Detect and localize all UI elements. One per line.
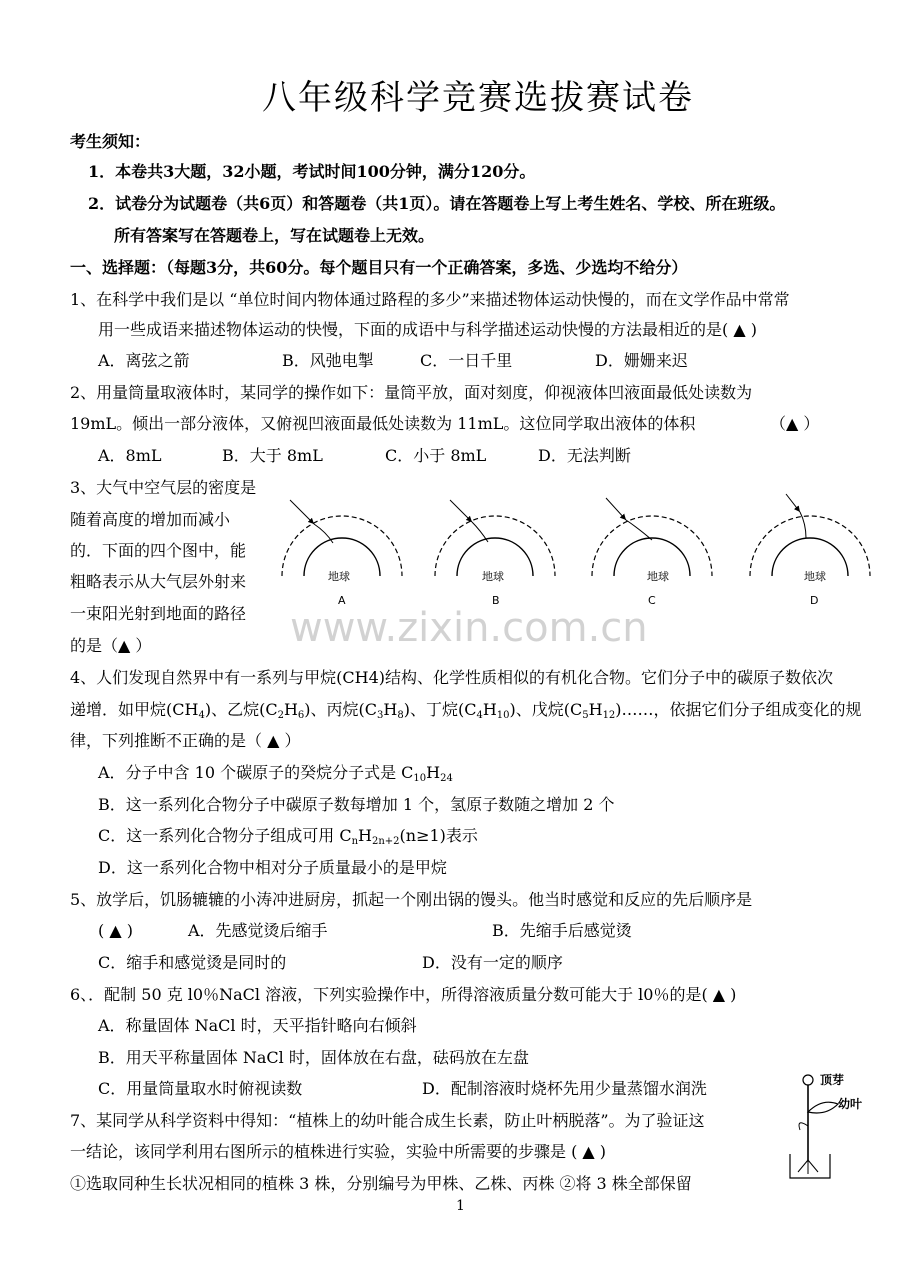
q4-option-a: A．分子中含 10 个碳原子的癸烷分子式是 $C_{10}H_{24}$	[98, 763, 453, 784]
q3-line-2: 随着高度的增加而减小	[70, 510, 231, 529]
plant-label-young-leaf: 幼叶	[838, 1097, 863, 1111]
q1-line-2: 用一些成语来描述物体运动的快慢，下面的成语中与科学描述运动快慢的方法最相近的是( ▲ )	[98, 320, 757, 339]
q3-figure-a	[282, 500, 402, 607]
q5-option-b: B．先缩手后感觉烫	[492, 921, 632, 940]
q7-line-3: ①选取同种生长状况相同的植株 3 株，分别编号为甲株、乙株、丙株 ②将 3 株全部保留	[70, 1174, 692, 1193]
q7-line-2: 一结论，该同学利用右图所示的植株进行实验，实验中所需要的步骤是 ( ▲ )	[70, 1142, 607, 1161]
q3-line-5: 一束阳光射到地面的路径	[70, 604, 247, 623]
notice-item-1: 1．本卷共3大题，32小题，考试时间100分钟，满分120分。	[88, 162, 536, 181]
q3-line-1: 3、大气中空气层的密度是	[70, 478, 257, 497]
fig-label-a: A	[338, 594, 346, 607]
earth-label-c: 地球	[647, 570, 669, 583]
notice-item-2: 2．试卷分为试题卷（共6页）和答题卷（共1页）。请在答题卷上写上考生姓名、学校、所在班级。	[88, 194, 786, 213]
q1-option-d: D．姗姗来迟	[595, 351, 688, 370]
q4-line-2: 递增．如甲烷$(CH_4)$、乙烷$(C_2H_6)$、丙烷$(C_3H_8)$、丁烷$(C_4H_{10})$、戊烷$(C_5H_{12})\dots\dots$，依据它们分子组成变化的规	[70, 700, 862, 721]
fig-label-d: D	[810, 594, 819, 607]
q4-option-c: C．这一系列化合物分子组成可用 $C_nH_{2n+2}(n\ge 1)$表示	[98, 826, 478, 847]
q2-line-2: 19mL。倾出一部分液体，又俯视凹液面最低处读数为 11mL。这位同学取出液体的体积	[70, 414, 696, 433]
q3-figure-b	[435, 500, 555, 607]
q1-option-b: B．风弛电掣	[282, 351, 374, 370]
plant-figure	[780, 1068, 880, 1186]
q6-option-b: B．用天平称量固体 NaCl 时，固体放在右盘，砝码放在左盘	[98, 1048, 529, 1067]
notice-heading: 考生须知：	[70, 132, 151, 151]
q2-option-c: C．小于 8mL	[385, 446, 487, 465]
q2-option-a: A．8mL	[98, 446, 162, 465]
q6-option-c: C．用量筒量取水时俯视读数	[98, 1079, 303, 1098]
q5-line-1: 5、放学后，饥肠辘辘的小涛冲进厨房，抓起一个刚出锅的馒头。他当时感觉和反应的先后顺序是	[70, 890, 753, 909]
q5-paren: ( ▲ )	[98, 921, 133, 940]
watermark: www.zixin.com.cn	[290, 605, 648, 651]
q3-line-3: 的．下面的四个图中，能	[70, 541, 247, 560]
q3-line-6: 的是（▲ ）	[70, 636, 152, 655]
q3-figure-d	[750, 494, 870, 607]
q5-option-c: C．缩手和感觉烫是同时的	[98, 953, 287, 972]
q2-option-d: D．无法判断	[538, 446, 631, 465]
q5-option-a: A．先感觉烫后缩手	[188, 921, 328, 940]
earth-label-d: 地球	[804, 570, 826, 583]
q4-line-3: 律，下列推断不正确的是（ ▲ ）	[70, 731, 301, 750]
page-number: 1	[456, 1198, 465, 1214]
q6-line-1: 6、．配制 50 克 l0％NaCl 溶液，下列实验操作中，所得溶液质量分数可能大于 l0％的是( ▲ )	[70, 985, 737, 1004]
fig-label-c: C	[648, 594, 656, 607]
notice-item-2-cont: 所有答案写在答题卷上，写在试题卷上无效。	[114, 226, 435, 245]
page-title: 八年级科学竞赛选拔赛试卷	[262, 78, 694, 118]
q1-line-1: 1、在科学中我们是以 “单位时间内物体通过路程的多少”来描述物体运动快慢的，而在文学作品中常常	[70, 290, 790, 309]
plant-label-top-bud: 顶芽	[820, 1073, 845, 1087]
q2-answer-mark: （▲ ）	[770, 414, 820, 433]
q3-line-4: 粗略表示从大气层外射来	[70, 572, 247, 591]
q1-option-c: C．一日千里	[420, 351, 513, 370]
q4-option-d: D．这一系列化合物中相对分子质量最小的是甲烷	[98, 858, 447, 877]
q1-option-a: A．离弦之箭	[98, 351, 190, 370]
section-heading: 一、选择题：（每题3分，共60分。每个题目只有一个正确答案，多选、少选均不给分）	[70, 258, 688, 277]
earth-label-a: 地球	[328, 570, 350, 583]
q5-option-d: D．没有一定的顺序	[422, 953, 563, 972]
q3-figure-c	[592, 498, 712, 607]
q4-option-b: B．这一系列化合物分子中碳原子数每增加 1 个，氢原子数随之增加 2 个	[98, 795, 615, 814]
q3-figures	[270, 486, 880, 616]
fig-label-b: B	[492, 594, 500, 607]
q6-option-a: A．称量固体 NaCl 时，天平指针略向右倾斜	[98, 1016, 417, 1035]
earth-label-b: 地球	[482, 570, 504, 583]
q7-line-1: 7、某同学从科学资料中得知：“植株上的幼叶能合成生长素，防止叶柄脱落”。为了验证这	[70, 1111, 705, 1130]
q6-option-d: D．配制溶液时烧杯先用少量蒸馏水润洗	[422, 1079, 707, 1098]
q2-line-1: 2、用量筒量取液体时，某同学的操作如下：量筒平放，面对刻度，仰视液体凹液面最低处读数为	[70, 383, 753, 402]
q2-option-b: B．大于 8mL	[222, 446, 323, 465]
q4-line-1: 4、人们发现自然界中有一系列与甲烷(CH4)结构、化学性质相似的有机化合物。它们分子中的碳原子数依次	[70, 668, 834, 687]
